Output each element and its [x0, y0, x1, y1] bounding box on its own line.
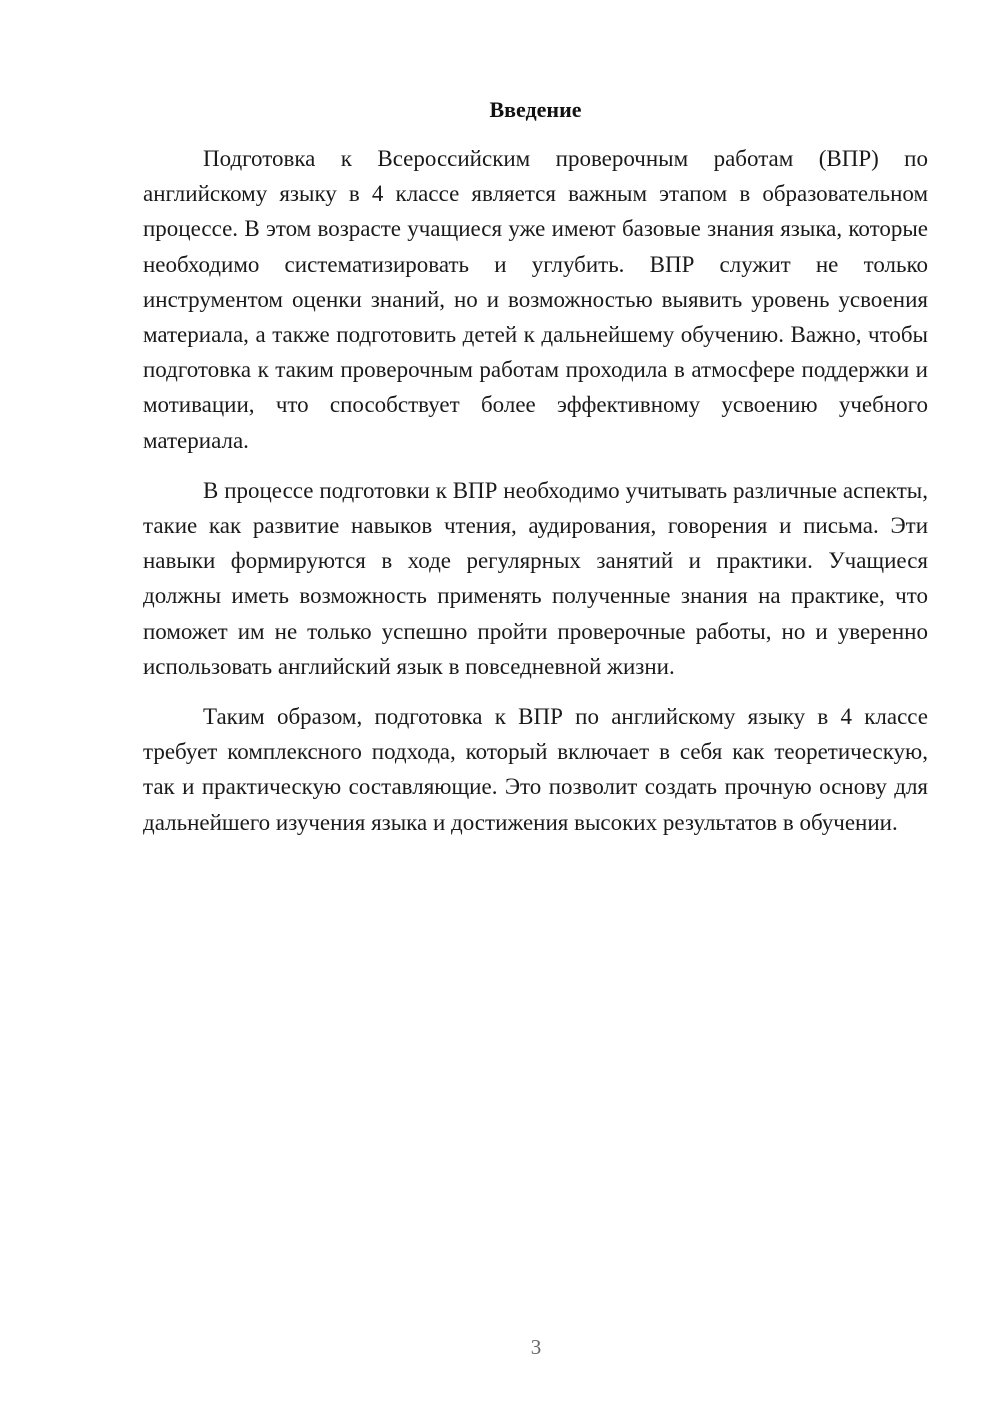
page-content	[143, 94, 928, 855]
paragraph-2: В процессе подготовки к ВПР необходимо учитывать различные аспекты, такие как развитие навыков чтения, аудирования, говорения и письма. Эти навыки формируются в ходе регулярных занятий и практики. Учащиеся должны иметь возможность применять полученные знания на практике, что поможет им не только успешно пройти проверочные работы, но и уверенно использовать английский язык в повседневной жизни.	[143, 477, 928, 679]
section-heading: Введение	[489, 97, 582, 122]
page-number: 3	[530, 1335, 542, 1359]
paragraph-1: Подготовка к Всероссийским проверочным работам (ВПР) по английскому языку в 4 классе является важным этапом в образовательном процессе. В этом возрасте учащиеся уже имеют базовые знания языка, которые необходимо систематизировать и углубить. ВПР служит не только инструментом оценки знаний, но и возможностью выявить уровень усвоения материала, а также подготовить детей к дальнейшему обучению. Важно, чтобы подготовка к таким проверочным работам проходила в атмосфере поддержки и мотивации, что способствует более эффективному усвоению учебного материала.	[143, 146, 928, 453]
paragraph-3: Таким образом, подготовка к ВПР по английскому языку в 4 классе требует комплексного подхода, который включает в себя как теоретическую, так и практическую составляющие. Это позволит создать прочную основу для дальнейшего изучения языка и достижения высоких результатов в обучении.	[143, 704, 928, 835]
